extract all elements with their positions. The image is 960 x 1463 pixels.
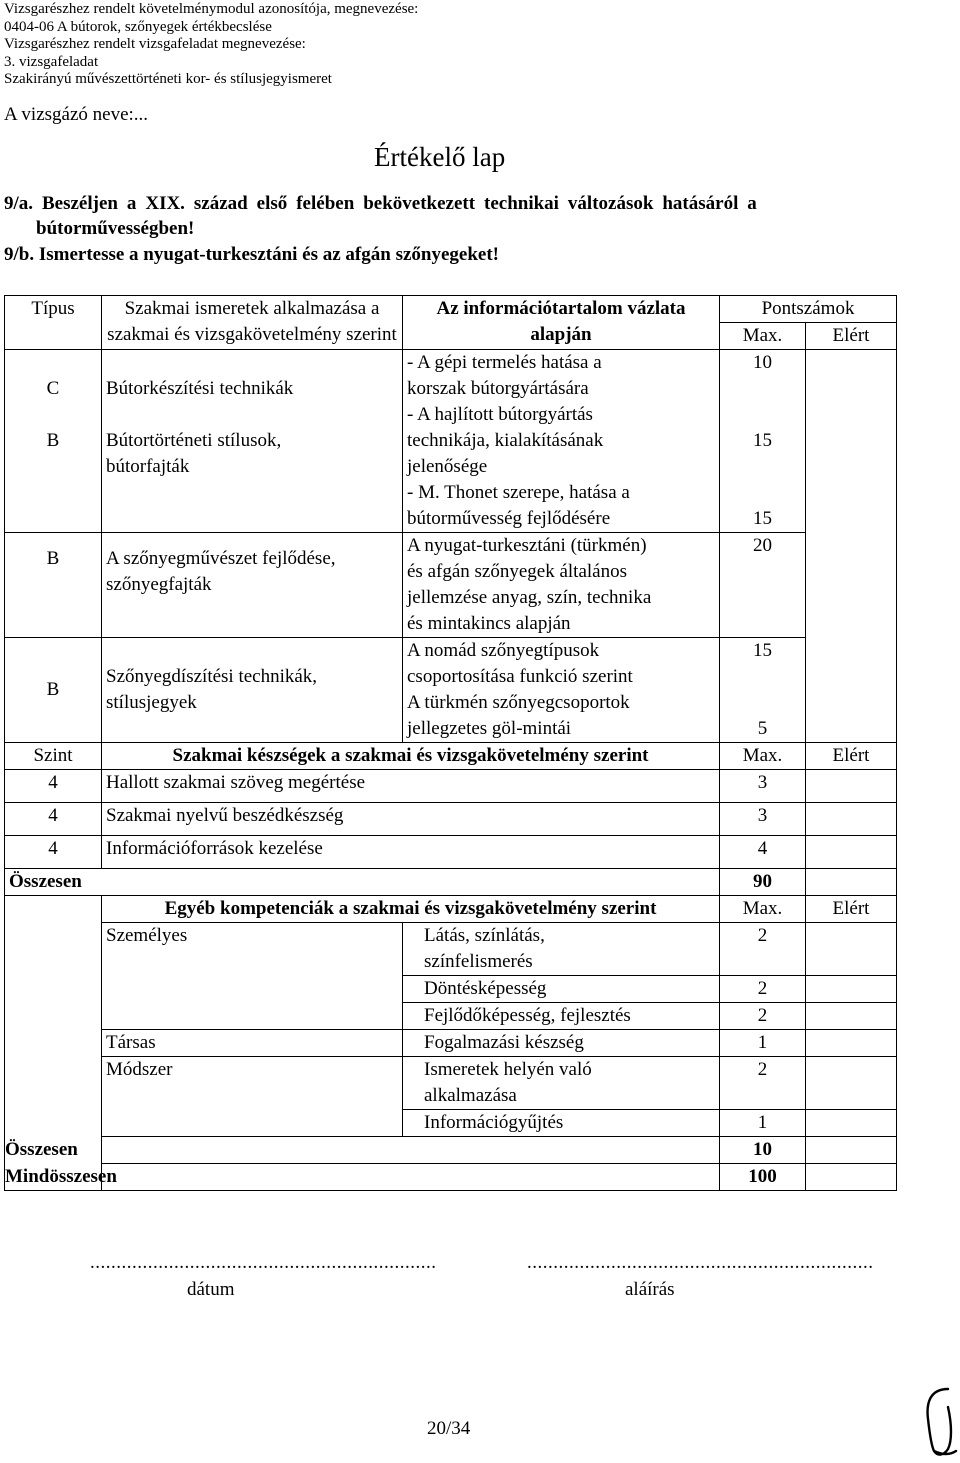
competency-line: színfelismerés (424, 951, 533, 972)
competency-label: Döntésképesség (403, 976, 720, 1003)
dots: ... (527, 1252, 543, 1273)
skill-elert (806, 803, 897, 836)
competency-label: Fejlődőképesség, fejlesztés (403, 1003, 720, 1030)
competency-label (403, 923, 720, 976)
competency-elert (806, 1030, 897, 1057)
skill-elert (806, 836, 897, 869)
max-value: 10 (753, 352, 772, 373)
skill-max: 3 (720, 803, 806, 836)
max-value: 5 (757, 718, 768, 739)
total-elert (806, 1137, 897, 1164)
header-tipus: Típus (5, 296, 102, 350)
header-max: Max. (720, 323, 806, 350)
skill-level: 4 (5, 770, 102, 803)
page-header (4, 1, 418, 89)
handwritten-signature (918, 1385, 958, 1459)
max-cell (720, 638, 806, 743)
tipus-b: B (46, 430, 60, 451)
grand-total-row (5, 1164, 897, 1191)
date-dots: .................................................................. (90, 1252, 437, 1273)
competency-header-row (5, 896, 897, 923)
competency-row (5, 1030, 897, 1057)
skill-label: Hallott szakmai szöveg megértése (102, 770, 720, 803)
table-row (5, 638, 897, 743)
skill-row (5, 803, 897, 836)
total-value: 90 (720, 869, 806, 896)
tipus-cell (5, 350, 102, 533)
skills-header: Szakmai készségek a szakmai és vizsgakövetelmény szerint (102, 743, 720, 770)
info-line: bútorművesség fejlődésére (407, 508, 611, 529)
competency-max: 2 (720, 923, 806, 976)
skill-row (5, 770, 897, 803)
signature-label: aláírás (625, 1279, 675, 1300)
competency-max: 2 (720, 976, 806, 1003)
competency-max: 1 (720, 1110, 806, 1137)
skills-header-max: Max. (720, 743, 806, 770)
header-line: Szakirányú művészettörténeti kor- és stílusjegyismeret (4, 71, 332, 88)
header-line: 3. vizsgafeladat (4, 53, 99, 70)
page-title: Értékelő lap (374, 142, 506, 172)
skill-max: 4 (720, 836, 806, 869)
grand-total-label-cell (5, 1164, 720, 1191)
info-line: és mintakincs alapján (407, 613, 571, 634)
info-line: A türkmén szőnyegcsoportok (407, 692, 630, 713)
total-label: Összesen (5, 1139, 78, 1160)
task-a-line-2: bútorművességben! (36, 218, 195, 239)
skill-label: Szakmai nyelvű beszédkészség (102, 803, 720, 836)
competency-line: Látás, színlátás, (424, 925, 545, 946)
header-szakmai: Szakmai ismeretek alkalmazása a szakmai és vizsgakövetelmény szerint (102, 296, 403, 350)
signature-dots: .................................................................. (527, 1252, 874, 1273)
competency-label (403, 1057, 720, 1110)
info-line: A nyugat-turkesztáni (türkmén) (407, 535, 647, 556)
elert-cell (806, 350, 897, 743)
skill-row (5, 836, 897, 869)
total-row (5, 869, 897, 896)
skill-label: Információforrások kezelése (102, 836, 720, 869)
info-line: csoportosítása funkció szerint (407, 666, 633, 687)
max-value: 15 (753, 508, 772, 529)
skills-header-szint: Szint (5, 743, 102, 770)
competency-elert (806, 1003, 897, 1030)
info-line: jellemzése anyag, szín, technika (407, 587, 652, 608)
header-line: Vizsgarészhez rendelt követelménymodul azonosítója, megnevezése: (4, 1, 419, 17)
tema-line: Szőnyegdíszítési technikák, (106, 666, 318, 687)
competency-elert (806, 1110, 897, 1137)
competency-label: Információgyűjtés (403, 1110, 720, 1137)
competency-line: Ismeretek helyén való (424, 1059, 592, 1080)
info-line: jelenősége (407, 456, 488, 477)
grand-total-label: Mindösszesen (5, 1166, 117, 1187)
max-value: 20 (753, 535, 772, 556)
category-modszer: Módszer (102, 1057, 403, 1137)
tema-2-line-2: bútorfajták (106, 456, 190, 477)
info-cell (403, 638, 720, 743)
table-header-row (5, 296, 897, 323)
skill-max: 3 (720, 770, 806, 803)
tipus-b: B (46, 548, 60, 569)
info-cell (403, 350, 720, 533)
competency-elert (806, 1057, 897, 1110)
tema-cell (102, 533, 403, 638)
category-tarsas: Társas (102, 1030, 403, 1057)
skill-level: 4 (5, 803, 102, 836)
date-label: dátum (187, 1279, 235, 1300)
competency-elert (806, 923, 897, 976)
max-value: 15 (753, 430, 772, 451)
tipus-cell (5, 638, 102, 743)
header-info: Az információtartalom vázlata alapján (403, 296, 720, 350)
info-line: - A gépi termelés hatása a (407, 352, 602, 373)
evaluation-table (4, 295, 897, 1191)
tema-cell (102, 638, 403, 743)
tipus-b: B (46, 679, 60, 700)
info-line: jellegzetes göl-mintái (407, 718, 572, 739)
info-cell (403, 533, 720, 638)
competency-header-elert: Elért (806, 896, 897, 923)
header-line: 0404-06 A bútorok, szőnyegek értékbecslése (4, 18, 272, 35)
skills-header-elert: Elért (806, 743, 897, 770)
max-value: 15 (753, 640, 772, 661)
header-line: Vizsgarészhez rendelt vizsgafeladat megnevezése: (4, 36, 306, 53)
total-label-cell (5, 1137, 720, 1164)
competency-max: 2 (720, 1003, 806, 1030)
info-line: és afgán szőnyegek általános (407, 561, 627, 582)
total-row (5, 1137, 897, 1164)
table-row (5, 533, 897, 638)
examinee-name: A vizsgázó neve:... (4, 104, 149, 125)
task-b: 9/b. Ismertesse a nyugat-turkesztáni és az afgán szőnyegeket! (4, 244, 499, 265)
tema-line: szőnyegfajták (106, 574, 212, 595)
tipus-cell (5, 533, 102, 638)
skill-elert (806, 770, 897, 803)
header-pont: Pontszámok (720, 296, 897, 323)
skills-header-row (5, 743, 897, 770)
total-elert (806, 869, 897, 896)
info-line: - M. Thonet szerepe, hatása a (407, 482, 630, 503)
competency-max: 2 (720, 1057, 806, 1110)
tema-line: stílusjegyek (106, 692, 197, 713)
tema-2-line-1: Bútortörténeti stílusok, (106, 430, 282, 451)
max-cell (720, 533, 806, 638)
tema-1: Bútorkészítési technikák (106, 378, 294, 399)
table-row (5, 350, 897, 533)
total-label: Összesen (5, 869, 720, 896)
tema-cell (102, 350, 403, 533)
competency-row (5, 1057, 897, 1110)
task-a-line-1: 9/a. Beszéljen a XIX. század első felében bekövetkezett technikai változások hatásáról a (4, 193, 757, 214)
competency-label: Fogalmazási készség (403, 1030, 720, 1057)
tema-line: A szőnyegművészet fejlődése, (106, 548, 336, 569)
max-cell (720, 350, 806, 533)
competency-max: 1 (720, 1030, 806, 1057)
competency-header-max: Max. (720, 896, 806, 923)
category-szemelyes: Személyes (102, 923, 403, 1030)
info-line: technikája, kialakításának (407, 430, 604, 451)
grand-total-value: 100 (720, 1164, 806, 1191)
info-line: - A hajlított bútorgyártás (407, 404, 593, 425)
skill-level: 4 (5, 836, 102, 869)
page-number: 20/34 (427, 1418, 471, 1439)
competency-line: alkalmazása (424, 1085, 517, 1106)
total-value: 10 (720, 1137, 806, 1164)
header-elert: Elért (806, 323, 897, 350)
dots: ... (90, 1252, 106, 1273)
competency-header: Egyéb kompetenciák a szakmai és vizsgakövetelmény szerint (102, 896, 720, 923)
grand-total-elert (806, 1164, 897, 1191)
info-line: A nomád szőnyegtípusok (407, 640, 600, 661)
tipus-c: C (46, 378, 60, 399)
info-line: korszak bútorgyártására (407, 378, 589, 399)
competency-row (5, 923, 897, 976)
competency-elert (806, 976, 897, 1003)
